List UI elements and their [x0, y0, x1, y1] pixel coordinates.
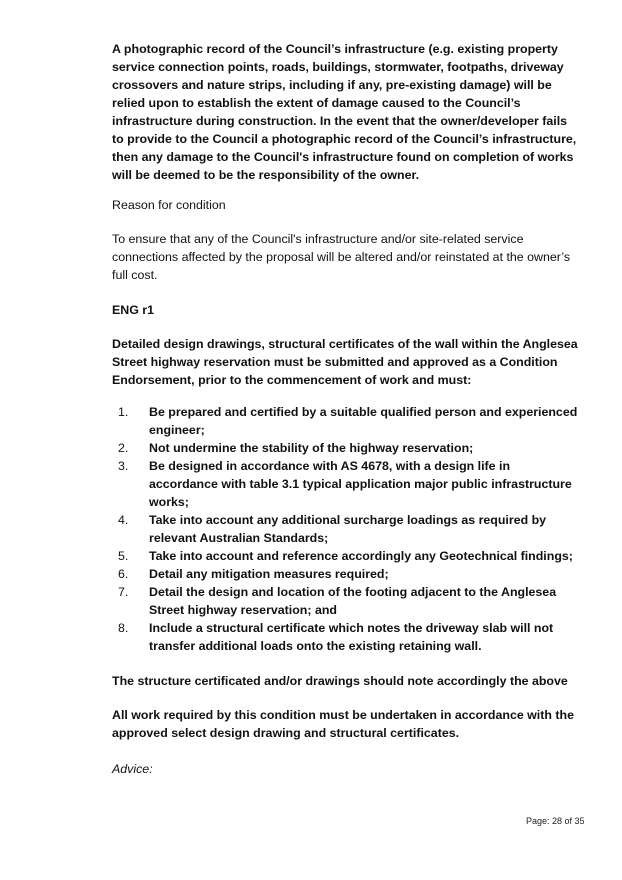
list-item-text: Not undermine the stability of the highway reservation; — [149, 441, 474, 455]
list-item — [112, 583, 582, 619]
list-item — [112, 565, 582, 583]
page-number: Page: 28 of 35 — [526, 816, 585, 826]
list-item-text: Detail the design and location of the footing adjacent to the Anglesea Street highway reservation; and — [149, 585, 557, 617]
list-item-number: 7. — [118, 585, 129, 599]
condition-requirements-list — [112, 403, 582, 655]
list-item-number: 3. — [118, 459, 129, 473]
list-item-number: 5. — [118, 549, 129, 563]
reason-heading: Reason for condition — [112, 198, 226, 212]
list-item-number: 2. — [118, 441, 129, 455]
list-item-text: Detail any mitigation measures required; — [149, 567, 389, 581]
list-item — [112, 457, 582, 511]
list-item-text: Be prepared and certified by a suitable qualified person and experienced engineer; — [149, 405, 578, 437]
list-item-text: Include a structural certificate which notes the driveway slab will not transfer additional loads onto the existing retaining wall. — [149, 621, 554, 653]
work-note: All work required by this condition must be undertaken in accordance with the approved select design drawing and structural certificates. — [112, 708, 574, 740]
list-item — [112, 439, 582, 457]
list-item-number: 4. — [118, 513, 129, 527]
condition-intro: Detailed design drawings, structural certificates of the wall within the Anglesea Street highway reservation must be submitted and approved as a Condition Endorsement, prior to the commencement of work and must: — [112, 337, 578, 387]
list-item-text: Take into account any additional surcharge loadings as required by relevant Australian Standards; — [149, 513, 547, 545]
list-item-number: 8. — [118, 621, 129, 635]
intro-paragraph: A photographic record of the Council’s infrastructure (e.g. existing property service connection points, roads, buildings, stormwater, footpaths, driveway crossovers and nature strips, including if any, pre-existing damage) will be relied upon to establish the extent of damage caused to the Council’s infrastructure during construction. In the event that the owner/developer fails to provide to the Council a photographic record of the Council’s infrastructure, then any damage to the Council's infrastructure found on completion of works will be deemed to be the responsibility of the owner. — [112, 42, 577, 182]
list-item-number: 6. — [118, 567, 129, 581]
advice-label: Advice: — [112, 762, 153, 776]
list-item — [112, 403, 582, 439]
condition-code-heading: ENG r1 — [112, 303, 155, 317]
structure-note: The structure certificated and/or drawings should note accordingly the above — [112, 674, 568, 688]
list-item-text: Take into account and reference accordingly any Geotechnical findings; — [149, 549, 573, 563]
list-item-number: 1. — [118, 405, 129, 419]
list-item — [112, 547, 582, 565]
list-item — [112, 619, 582, 655]
list-item — [112, 511, 582, 547]
reason-text: To ensure that any of the Council's infrastructure and/or site-related service connections affected by the proposal will be altered and/or reinstated at the owner’s full cost. — [112, 232, 571, 282]
list-item-text: Be designed in accordance with AS 4678, with a design life in accordance with table 3.1 typical application major public infrastructure works; — [149, 459, 572, 509]
